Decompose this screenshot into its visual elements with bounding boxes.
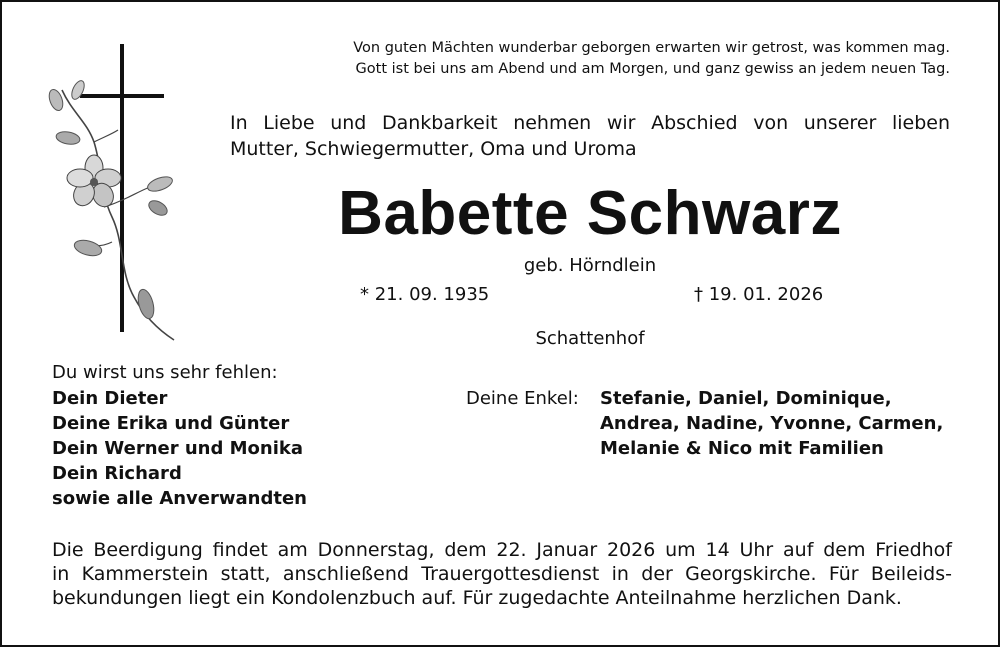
funeral-line: Die Beerdigung findet am Donnerstag, dem 22. Januar 2026 um 14 Uhr auf dem Friedhof (52, 539, 952, 561)
motto-line: Von guten Mächten wunderbar geborgen erwarten wir getrost, was kommen mag. (353, 40, 950, 56)
family-member: Dein Werner und Monika (52, 438, 304, 459)
maiden-name: geb. Hörndlein (523, 255, 657, 276)
family-member: Deine Erika und Günter (52, 413, 290, 434)
death-date: † 19. 01. 2026 (694, 284, 824, 305)
residence-place: Schattenhof (535, 328, 645, 349)
cross-with-flower-icon (42, 42, 192, 342)
funeral-line: bekundungen liegt ein Kondolenzbuch auf. Für zugedachte Anteilnahme herzlichen Dank. (52, 587, 902, 609)
motto-verse (353, 38, 950, 80)
grandchildren-label: Deine Enkel: (466, 388, 579, 409)
intro-line: Mutter, Schwiegermutter, Oma und Uroma (230, 138, 637, 160)
grandchildren-line: Stefanie, Daniel, Dominique, (600, 388, 892, 409)
grandchildren-line: Melanie & Nico mit Familien (600, 438, 884, 459)
birth-date: * 21. 09. 1935 (360, 284, 490, 305)
funeral-line: in Kammerstein statt, anschließend Trauergottesdienst in der Georgskirche. Für Beileids- (52, 563, 952, 585)
grandchildren-line: Andrea, Nadine, Yvonne, Carmen, (600, 413, 944, 434)
intro-line: In Liebe und Dankbarkeit nehmen wir Abschied von unserer lieben (230, 112, 950, 134)
motto-line: Gott ist bei uns am Abend und am Morgen, und ganz gewiss an jedem neuen Tag. (355, 61, 950, 77)
mourners-heading: Du wirst uns sehr fehlen: (52, 362, 278, 383)
family-list (52, 386, 307, 511)
family-member: sowie alle Anverwandten (52, 488, 307, 509)
grandchildren-list (600, 386, 943, 461)
deceased-name: Babette Schwarz (338, 179, 842, 248)
family-member: Dein Dieter (52, 388, 168, 409)
funeral-details (52, 538, 952, 610)
family-member: Dein Richard (52, 463, 182, 484)
